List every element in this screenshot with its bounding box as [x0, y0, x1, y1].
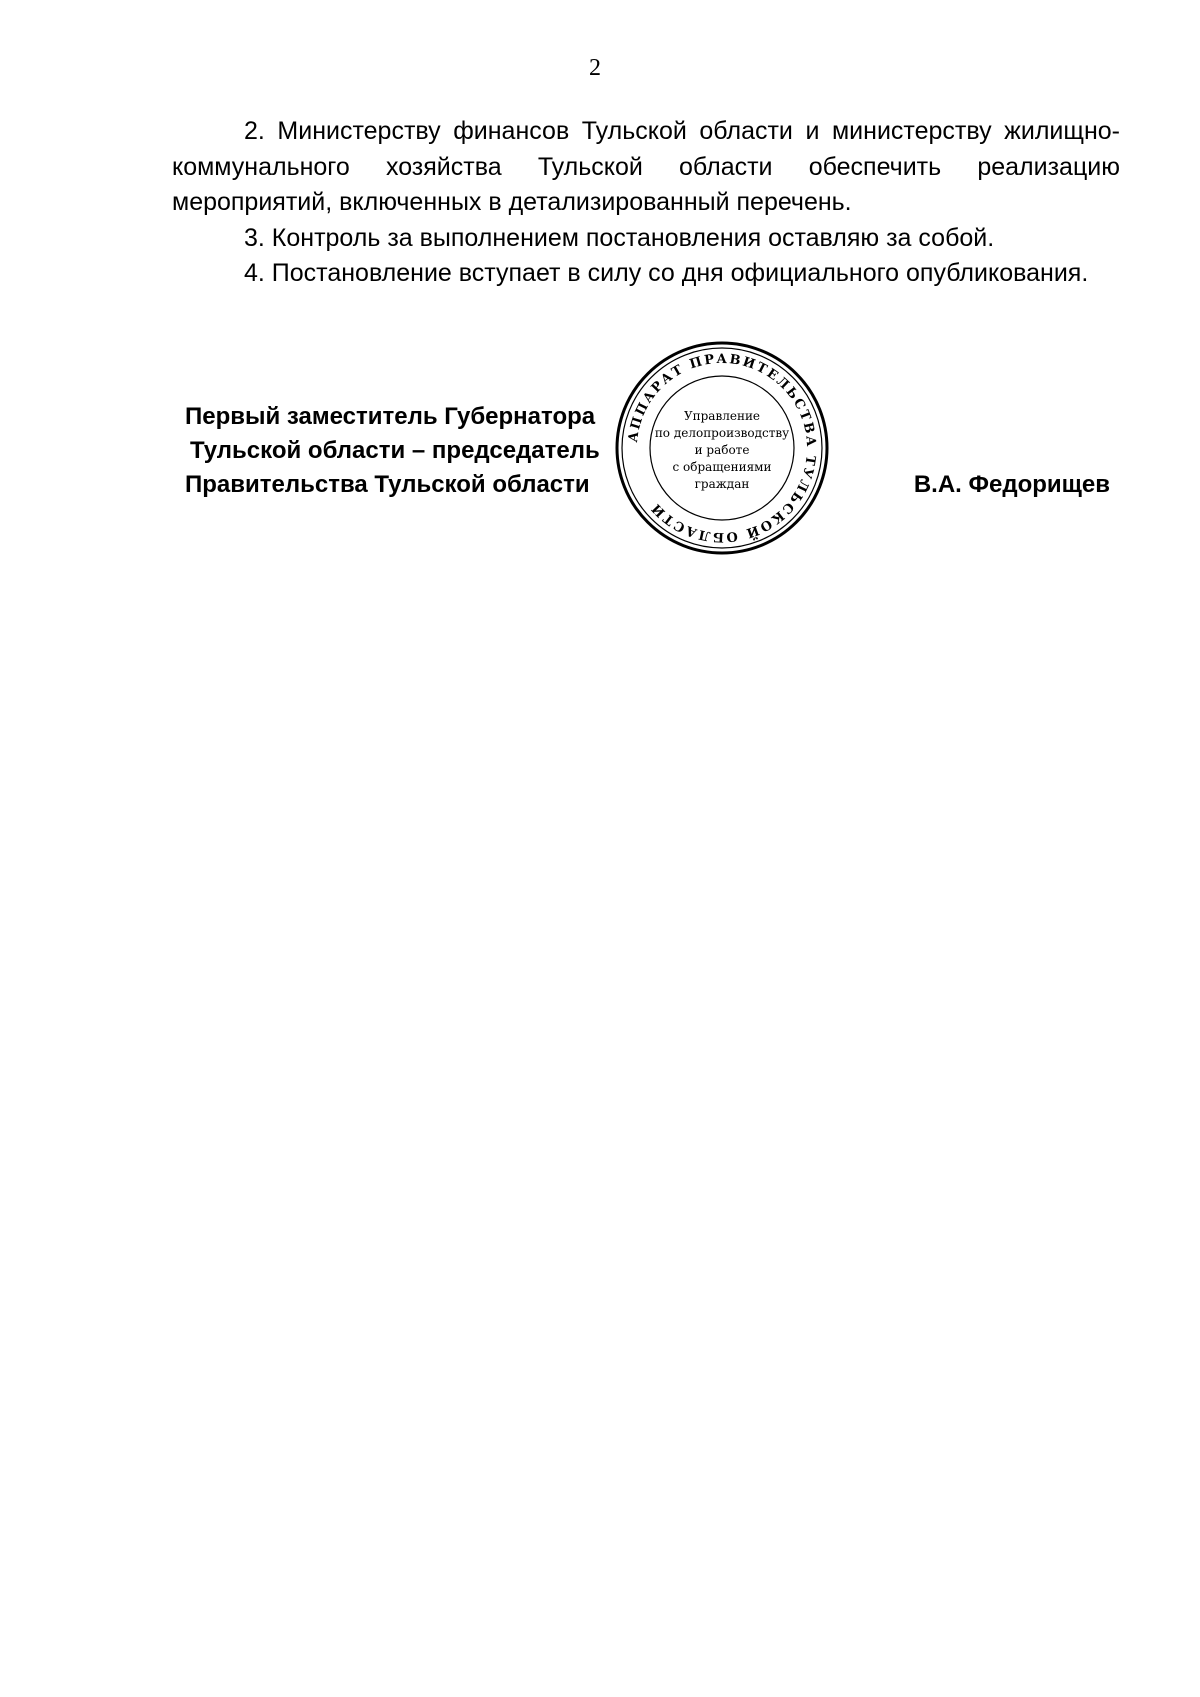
seal-center-line: и работе: [694, 443, 750, 457]
seal-center-line: с обращениями: [672, 460, 772, 474]
body-text: [172, 114, 1120, 292]
signatory-position-line: Тульской области – председатель: [190, 437, 600, 464]
seal-center-line: по делопроизводству: [654, 426, 790, 440]
seal-center-line: Управление: [683, 409, 761, 423]
seal-center-line: граждан: [694, 477, 750, 491]
signatory-position: [185, 400, 665, 502]
page-number: 2: [589, 55, 601, 81]
paragraph-2: 2. Министерству финансов Тульской области и министерству жилищно-коммунального хозяйства Тульской области обеспечить реализацию мероприятий, включенных в детализированный перечень.: [172, 117, 1120, 216]
paragraph-4: 4. Постановление вступает в силу со дня официального опубликования.: [244, 259, 1089, 287]
signatory-position-line: Первый заместитель Губернатора: [185, 403, 596, 430]
seal-ring-textpath: АППАРАТ ПРАВИТЕЛЬСТВА ТУЛЬСКОЙ ОБЛАСТИ: [626, 351, 819, 545]
signatory-name: В.А. Федорищев: [913, 471, 1110, 498]
paragraph-3: 3. Контроль за выполнением постановления оставляю за собой.: [244, 223, 995, 252]
signatory-position-line: Правительства Тульской области: [185, 471, 590, 498]
official-seal: [612, 338, 832, 558]
